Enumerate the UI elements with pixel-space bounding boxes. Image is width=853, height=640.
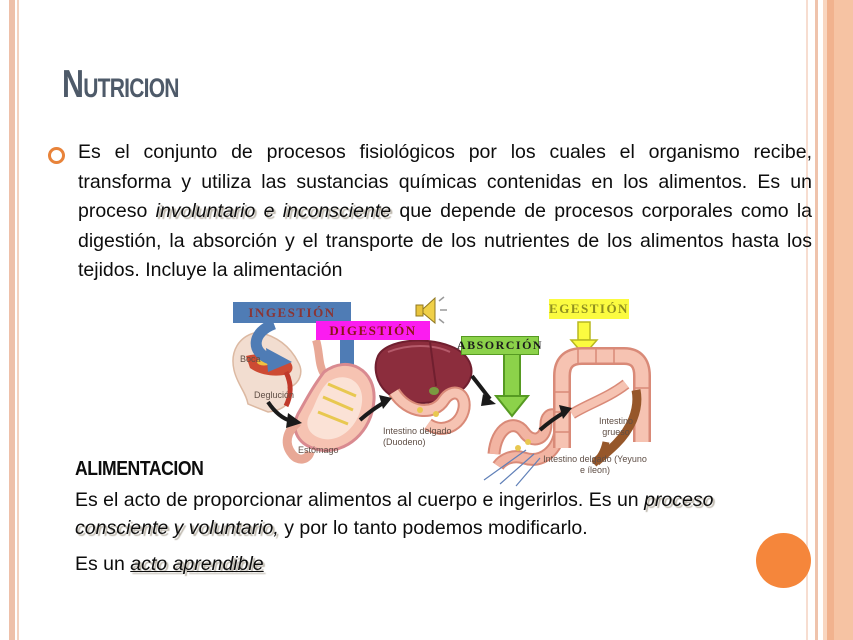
alimentacion-last-italic-underlined: acto aprendible [130, 553, 264, 575]
alimentacion-paragraph [75, 487, 781, 542]
absorcion-arrow [496, 352, 528, 416]
alimentacion-section [75, 458, 781, 579]
alimentacion-text-after: y por lo tanto podemos modificarlo. [278, 516, 588, 539]
stage-box-ingestion: INGESTIÓN [233, 302, 351, 323]
right-border-band [823, 0, 853, 640]
label-intestino-grueso: Intestino grueso [598, 416, 634, 437]
right-border-line-light [806, 0, 808, 640]
left-border-stripe [9, 0, 15, 640]
label-estomago: Estómago [298, 445, 339, 455]
flow-arrow-duodenum-to-yeyuno [472, 376, 496, 406]
label-intestino-delgado-yeyuno: Intestino delgado (Yeyuno e íleon) [543, 454, 647, 475]
stomach-illustration [287, 340, 374, 459]
bullet-marker [48, 147, 65, 164]
label-boca: Boca [240, 354, 261, 364]
label-intestino-delgado-duodeno: Intestino delgado (Duodeno) [383, 426, 452, 447]
intro-paragraph [78, 138, 812, 286]
alimentacion-last-line [75, 551, 781, 579]
stage-box-egestion: EGESTIÓN [549, 299, 629, 319]
right-border-line-salmon [815, 0, 818, 640]
alimentacion-heading: ALIMENTACION [75, 458, 204, 480]
alimentacion-text-before: Es el acto de proporcionar alimentos al cuerpo e ingerirlos. Es un [75, 489, 645, 511]
stage-box-digestion: DIGESTIÓN [316, 321, 430, 340]
large-intestine-illustration [554, 348, 650, 464]
intro-text-before: Es el conjunto de procesos fisiológicos por los cuales el organismo recibe, transforma y utiliza las sustancias químicas contenidas en los alimentos. Es un proceso [78, 141, 812, 222]
intro-text-italic: involuntario e inconsciente [155, 200, 392, 222]
intro-text-after: que depende de procesos corporales como la digestión, la absorción y el transporte de los nutrientes de los alimentos hasta los tejidos. Incluye la alimentación [78, 200, 813, 281]
audio-speaker-icon[interactable] [416, 297, 447, 323]
left-border-stripe-thin [17, 0, 19, 640]
stage-box-absorcion: ABSORCIÓN [461, 336, 539, 355]
page-title: Nutricion [62, 63, 179, 106]
alimentacion-last-before: Es un [75, 553, 131, 575]
label-deglucion: Deglución [254, 390, 295, 400]
accent-circle [756, 533, 811, 588]
alimentacion-text-italic: proceso consciente y voluntario, [75, 489, 714, 539]
